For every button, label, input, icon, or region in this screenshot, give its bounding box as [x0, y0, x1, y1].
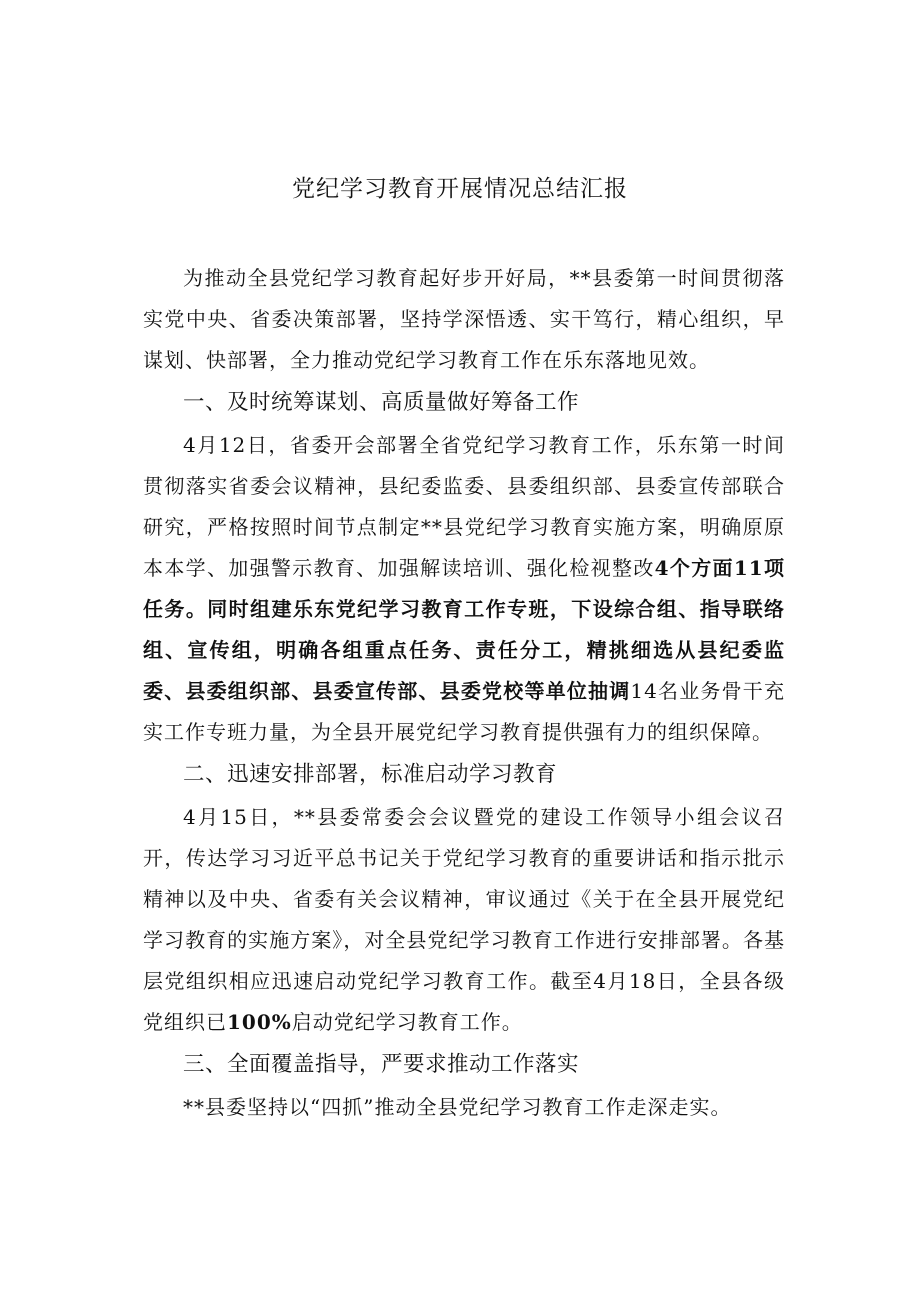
section-1-paragraph [143, 425, 785, 753]
section-2-heading: 二、迅速安排部署，标准启动学习教育 [183, 762, 558, 787]
section-1-text-b: 4个方面 [654, 556, 734, 580]
section-1-text-a: 4月12日，省委开会部署全省党纪学习教育工作，乐东第一时间贯彻落实省委会议精神，县纪委监委、县委组织部、县委宣传部联合研究，严格按照时间节点制定**县党纪学习教育实施方案，明确原原本本学、加强警示教育、加强解读培训、强化检视整改 [143, 433, 785, 580]
section-3-heading: 三、全面覆盖指导，严要求推动工作落实 [183, 1052, 580, 1077]
section-2-paragraph [143, 797, 785, 1043]
document-body [143, 258, 785, 1128]
section-1-text-c: 11项任务。同时组建乐东党纪学习教育工作专班，下设综合组、指导联络组、宣传组，明确各组重点任务、责任分工，精挑细选从县纪委监委、县委组织部、县委宣传部、县委党校等单位抽调 [143, 556, 786, 703]
section-2-text-b: 4月18日，全县各级党组织已 [143, 969, 785, 1034]
section-2-text-a: 4月15日，**县委常委会会议暨党的建设工作领导小组会议召开，传达学习习近平总书记关于党纪学习教育的重要讲话和指示批示精神以及中央、省委有关会议精神，审议通过《关于在全县开展党纪学习教育的实施方案》，对全县党纪学习教育工作进行安排部署。各基层党组织相应迅速启动党纪学习教育工作。截至 [143, 805, 785, 993]
section-2-text-d: 启动党纪学习教育工作。 [291, 1010, 523, 1034]
section-3-paragraph: **县委坚持以“四抓”推动全县党纪学习教育工作走深走实。 [183, 1095, 732, 1119]
section-1-text-d: 14名业务骨干充实工作专班力量，为全县开展党纪学习教育提供强有力的组织保障。 [143, 679, 786, 744]
intro-paragraph: 为推动全县党纪学习教育起好步开好局，**县委第一时间贯彻落实党中央、省委决策部署，坚持学深悟透、实干笃行，精心组织，早谋划、快部署，全力推动党纪学习教育工作在乐东落地见效。 [143, 266, 785, 372]
section-1-heading: 一、及时统筹谋划、高质量做好筹备工作 [183, 390, 580, 415]
document-title: 党纪学习教育开展情况总结汇报 [292, 176, 628, 202]
section-2-text-c: 100% [227, 1010, 292, 1034]
